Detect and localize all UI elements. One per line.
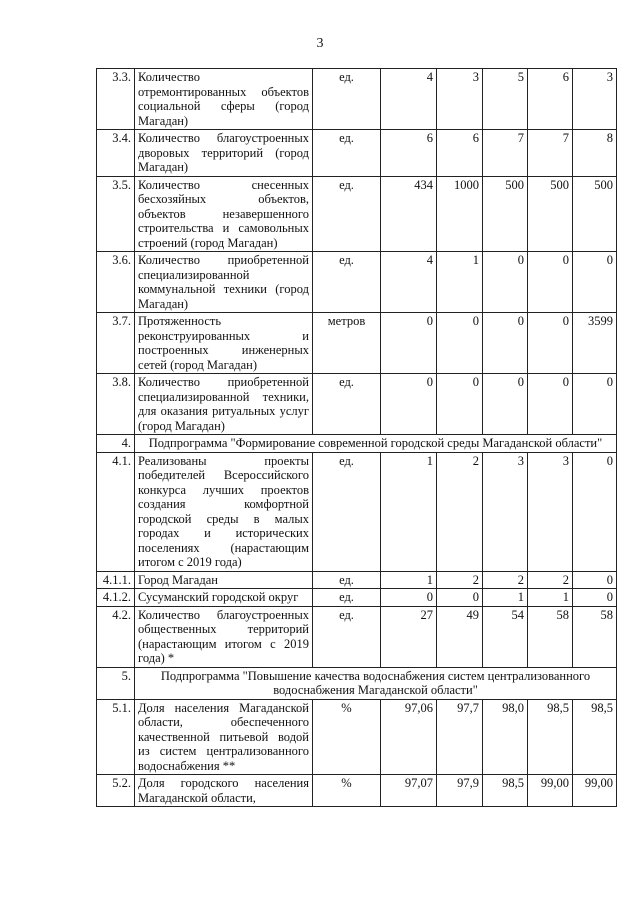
unit-cell: % — [313, 699, 381, 775]
table-body — [97, 69, 617, 807]
value-cell: 0 — [381, 313, 437, 374]
value-cell: 97,7 — [437, 699, 483, 775]
indicator-name: Количество снесенных бесхозяйных объектов, объектов незавершенного строительства и самовольных строений (город Магадан) — [135, 176, 313, 252]
row-number: 3.7. — [97, 313, 135, 374]
indicator-name: Город Магадан — [135, 571, 313, 589]
value-cell: 58 — [528, 606, 573, 667]
value-cell: 0 — [573, 252, 617, 313]
value-cell: 49 — [437, 606, 483, 667]
unit-cell: ед. — [313, 130, 381, 177]
row-number: 4.1. — [97, 452, 135, 571]
value-cell: 0 — [381, 374, 437, 435]
value-cell: 0 — [528, 374, 573, 435]
value-cell: 0 — [573, 374, 617, 435]
section-row — [97, 667, 617, 699]
value-cell: 0 — [528, 252, 573, 313]
value-cell: 3 — [528, 452, 573, 571]
table-row — [97, 252, 617, 313]
table-row — [97, 176, 617, 252]
table-row — [97, 775, 617, 807]
indicator-name: Количество благоустроенных общественных территорий (нарастающим итогом с 2019 года) * — [135, 606, 313, 667]
row-number: 5.2. — [97, 775, 135, 807]
section-title: Подпрограмма "Повышение качества водоснабжения систем централизованного водоснабжения Магаданской области" — [135, 667, 617, 699]
unit-cell: ед. — [313, 374, 381, 435]
unit-cell: % — [313, 775, 381, 807]
value-cell: 0 — [437, 313, 483, 374]
unit-cell: ед. — [313, 252, 381, 313]
value-cell: 3 — [573, 69, 617, 130]
value-cell: 0 — [573, 589, 617, 607]
table-row — [97, 606, 617, 667]
unit-cell: ед. — [313, 69, 381, 130]
row-number: 4.2. — [97, 606, 135, 667]
indicator-name: Количество приобретенной специализированной коммунальной техники (город Магадан) — [135, 252, 313, 313]
row-number: 4. — [97, 435, 135, 453]
indicator-name: Доля населения Магаданской области, обеспеченного качественной питьевой водой из систем централизованного водоснабжения ** — [135, 699, 313, 775]
indicator-name: Сусуманский городской округ — [135, 589, 313, 607]
value-cell: 500 — [528, 176, 573, 252]
row-number: 3.4. — [97, 130, 135, 177]
value-cell: 1 — [381, 571, 437, 589]
value-cell: 98,5 — [528, 699, 573, 775]
value-cell: 2 — [437, 452, 483, 571]
row-number: 5.1. — [97, 699, 135, 775]
unit-cell: ед. — [313, 606, 381, 667]
row-number: 3.5. — [97, 176, 135, 252]
value-cell: 97,06 — [381, 699, 437, 775]
value-cell: 0 — [573, 452, 617, 571]
indicator-name: Количество благоустроенных дворовых территорий (город Магадан) — [135, 130, 313, 177]
value-cell: 500 — [483, 176, 528, 252]
value-cell: 5 — [483, 69, 528, 130]
value-cell: 0 — [483, 313, 528, 374]
table-row — [97, 374, 617, 435]
value-cell: 27 — [381, 606, 437, 667]
table-row — [97, 589, 617, 607]
value-cell: 98,5 — [483, 775, 528, 807]
value-cell: 1 — [528, 589, 573, 607]
row-number: 3.8. — [97, 374, 135, 435]
indicator-name: Количество приобретенной специализированной техники, для оказания ритуальных услуг (город Магадан) — [135, 374, 313, 435]
value-cell: 1 — [381, 452, 437, 571]
table-row — [97, 699, 617, 775]
value-cell: 1 — [483, 589, 528, 607]
row-number: 3.3. — [97, 69, 135, 130]
value-cell: 6 — [381, 130, 437, 177]
unit-cell: ед. — [313, 571, 381, 589]
value-cell: 1000 — [437, 176, 483, 252]
row-number: 3.6. — [97, 252, 135, 313]
value-cell: 2 — [528, 571, 573, 589]
row-number: 5. — [97, 667, 135, 699]
table-row — [97, 313, 617, 374]
value-cell: 1 — [437, 252, 483, 313]
value-cell: 7 — [483, 130, 528, 177]
row-number: 4.1.1. — [97, 571, 135, 589]
value-cell: 0 — [483, 374, 528, 435]
value-cell: 0 — [381, 589, 437, 607]
table-row — [97, 69, 617, 130]
value-cell: 7 — [528, 130, 573, 177]
indicator-name: Доля городского населения Магаданской области, — [135, 775, 313, 807]
value-cell: 4 — [381, 252, 437, 313]
row-number: 4.1.2. — [97, 589, 135, 607]
value-cell: 6 — [437, 130, 483, 177]
value-cell: 6 — [528, 69, 573, 130]
value-cell: 0 — [437, 589, 483, 607]
indicator-name: Протяженность реконструированных и построенных инженерных сетей (город Магадан) — [135, 313, 313, 374]
unit-cell: ед. — [313, 176, 381, 252]
indicators-table — [96, 68, 617, 807]
value-cell: 0 — [483, 252, 528, 313]
unit-cell: ед. — [313, 452, 381, 571]
value-cell: 97,9 — [437, 775, 483, 807]
value-cell: 4 — [381, 69, 437, 130]
value-cell: 2 — [437, 571, 483, 589]
indicator-name: Реализованы проекты победителей Всероссийского конкурса лучших проектов создания комфортной городской среды в малых городах и исторических поселениях (нарастающим итогом с 2019 года) — [135, 452, 313, 571]
value-cell: 99,00 — [573, 775, 617, 807]
value-cell: 0 — [573, 571, 617, 589]
value-cell: 98,0 — [483, 699, 528, 775]
value-cell: 58 — [573, 606, 617, 667]
value-cell: 97,07 — [381, 775, 437, 807]
value-cell: 0 — [437, 374, 483, 435]
value-cell: 98,5 — [573, 699, 617, 775]
value-cell: 3599 — [573, 313, 617, 374]
table-row — [97, 452, 617, 571]
value-cell: 8 — [573, 130, 617, 177]
table-row — [97, 130, 617, 177]
value-cell: 434 — [381, 176, 437, 252]
table-row — [97, 571, 617, 589]
value-cell: 2 — [483, 571, 528, 589]
section-row — [97, 435, 617, 453]
section-title: Подпрограмма "Формирование современной городской среды Магаданской области" — [135, 435, 617, 453]
unit-cell: метров — [313, 313, 381, 374]
value-cell: 3 — [483, 452, 528, 571]
value-cell: 0 — [528, 313, 573, 374]
value-cell: 54 — [483, 606, 528, 667]
page-number: 3 — [316, 36, 324, 51]
value-cell: 500 — [573, 176, 617, 252]
value-cell: 3 — [437, 69, 483, 130]
value-cell: 99,00 — [528, 775, 573, 807]
indicator-name: Количество отремонтированных объектов социальной сферы (город Магадан) — [135, 69, 313, 130]
unit-cell: ед. — [313, 589, 381, 607]
